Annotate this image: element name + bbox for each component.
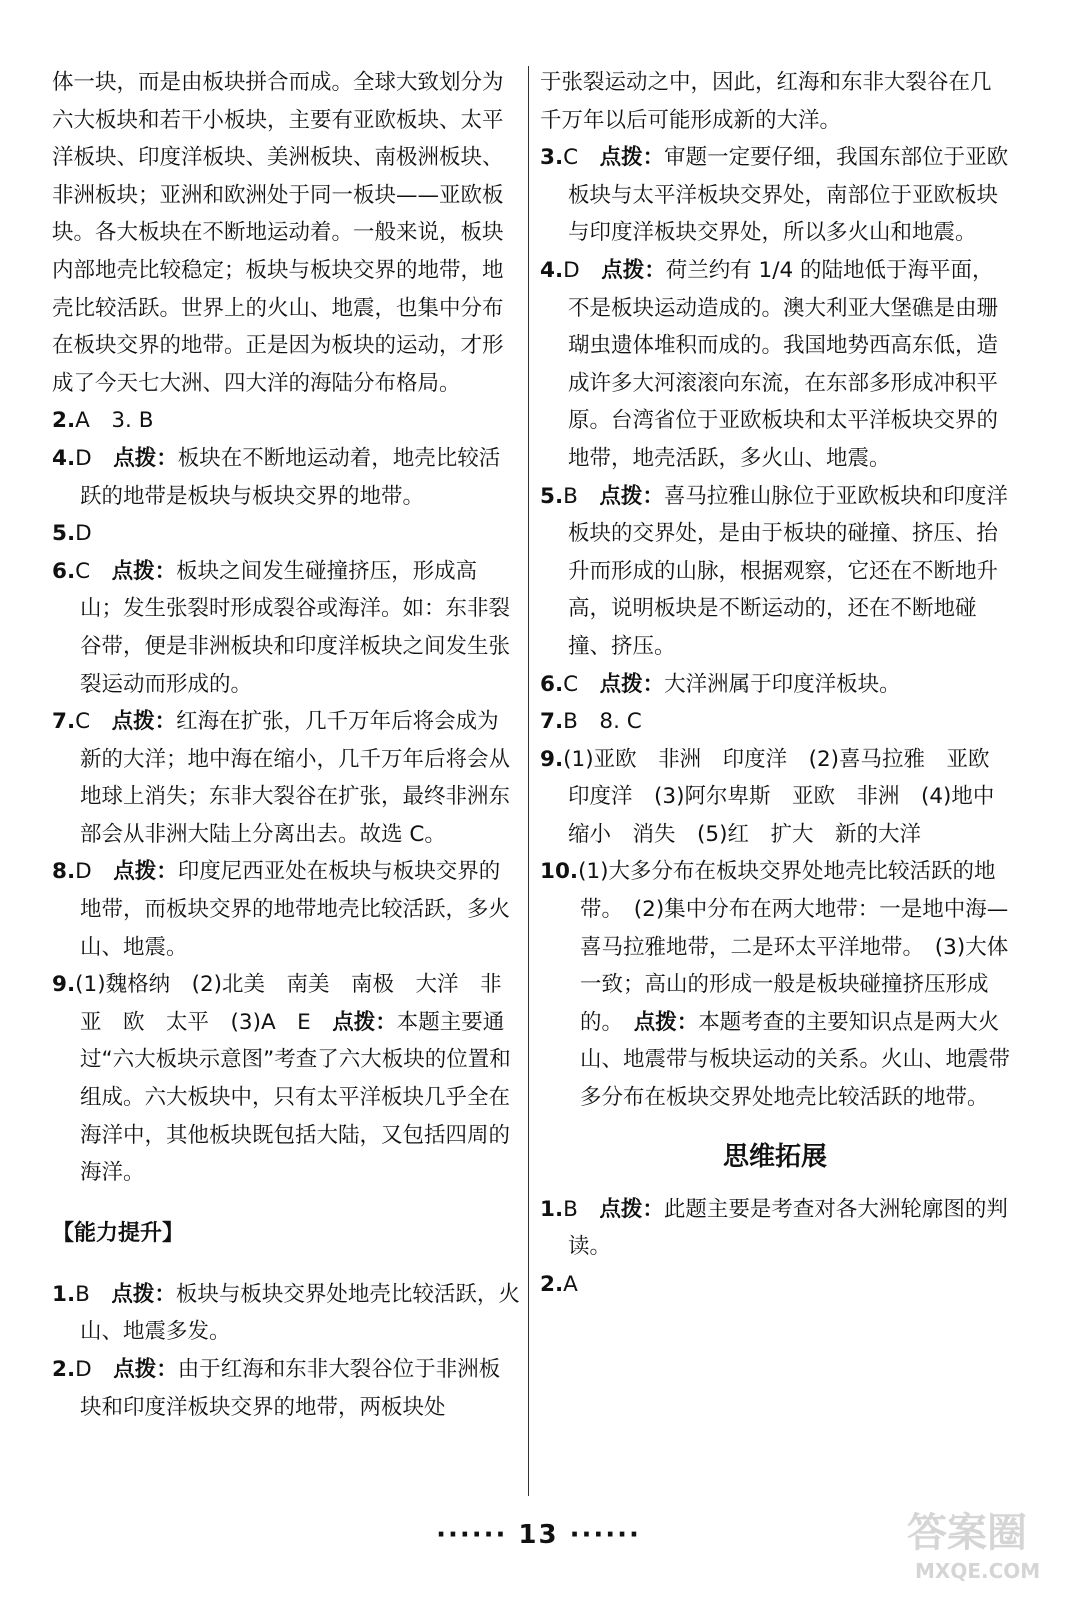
hint-text: 审题一定要仔细，我国东部位于亚欧板块与太平洋板块交界处，南部位于亚欧板块与印度洋板块交界处，所以多火山和地震。 [568, 145, 1009, 246]
hint-label: 点拨： [111, 1281, 176, 1307]
answer-number: 9. [540, 746, 564, 772]
hint-label: 点拨： [599, 1196, 664, 1222]
answer-number: 5. [540, 483, 564, 509]
right-column [540, 64, 1016, 1303]
answer-item [540, 478, 1010, 666]
answer-text: (1)亚欧 非洲 印度洋 (2)喜马拉雅 亚欧 印度洋 (3)阿尔卑斯 亚欧 非洲 (4)地中 缩小 消失 (5)红 扩大 新的大洋 [563, 746, 1016, 847]
watermark-logo [903, 1496, 1053, 1586]
answer-item [52, 853, 520, 966]
hint-text: 本题考查的主要知识点是两大火山、地震带与板块运动的关系。火山、地震带多分布在板块交界处地壳比较活跃的地带。 [580, 1009, 1011, 1111]
answer-item [540, 1266, 1010, 1304]
hint-label: 点拨： [113, 1357, 178, 1382]
hint-label: 点拨： [111, 558, 177, 584]
answer-number: 7. [540, 709, 564, 735]
hint-text: 本题主要通过“六大板块示意图”考查了六大板块的位置和组成。六大板块中，只有太平洋板块几乎全在海洋中，其他板块既包括大陆，又包括四周的海洋。 [80, 1009, 511, 1186]
answer-item [52, 1276, 520, 1351]
answer-number: 5. [52, 521, 76, 547]
hint-label: 点拨： [599, 145, 665, 171]
answer-number: 3. [540, 145, 564, 171]
section-heading: 【能力提升】 [52, 1220, 185, 1246]
answer-text: A [563, 1271, 578, 1297]
hint-label: 点拨： [601, 257, 666, 283]
continued-text: 于张裂运动之中，因此，红海和东非大裂谷在几千万年以后可能形成新的大洋。 [540, 70, 992, 133]
answer-text: B [563, 483, 600, 509]
answer-number: 7. [52, 709, 76, 735]
column-divider [528, 66, 529, 1496]
answer-text: D [75, 445, 114, 471]
hint-text: 此题主要是考查对各大洲轮廓图的判读。 [568, 1196, 1008, 1260]
answer-item [52, 553, 520, 703]
hint-label: 点拨： [599, 483, 664, 509]
hint-text: 大洋洲属于印度洋板块。 [664, 671, 901, 697]
hint-label: 点拨： [113, 859, 178, 885]
answer-text: A 3. B [75, 408, 154, 434]
hint-text: 板块之间发生碰撞挤压，形成高山；发生张裂时形成裂谷或海洋。如：东非裂谷带，便是非洲板块和印度洋板块之间发生张裂运动而形成的。 [80, 558, 511, 697]
hint-text: 红海在扩张，几千万年后将会成为新的大洋；地中海在缩小，几千万年后将会从地球上消失；东非大裂谷在扩张，最终非洲东部会从非洲大陆上分离出去。故选 C。 [80, 709, 511, 847]
page-number: ······ 13 ······ [436, 1520, 641, 1550]
answer-item [540, 741, 1016, 854]
answer-number: 6. [52, 558, 76, 584]
section-title: 思维拓展 [722, 1141, 827, 1172]
hint-text: 喜马拉雅山脉位于亚欧板块和印度洋板块的交界处，是由于板块的碰撞、挤压、抬升而形成的山脉，根据观察，它还在不断地升高，说明板块是不断运动的，还在不断地碰撞、挤压。 [568, 483, 1008, 659]
answer-item [540, 666, 1010, 704]
hint-text: 印度尼西亚处在板块与板块交界的地带，而板块交界的地带地壳比较活跃，多火山、地震。 [80, 859, 511, 960]
continued-text: 体一块，而是由板块拼合而成。全球大致划分为六大板块和若干小板块，主要有亚欧板块、太平洋板块、印度洋板块、美洲板块、南极洲板块、非洲板块；亚洲和欧洲处于同一板块——亚欧板块。各大板块在不断地运动着。一般来说，板块内部地壳比较稳定；板块与板块交界的地带，地壳比较活跃。世界上的火山、地震，也集中分布在板块交界的地带。正是因为板块的运动，才形成了今天七大洲、四大洋的海陆分布格局。 [52, 70, 504, 396]
answer-text: D [75, 859, 114, 885]
hint-text: 由于红海和东非大裂谷位于非洲板块和印度洋板块交界的地带，两板块处 [80, 1357, 501, 1420]
answer-text: (1)大多分布在板块交界处地壳比较活跃的地带。 (2)集中分布在两大地带：一是地中海—喜马拉雅地带，二是环太平洋地带。 (3)大体一致；高山的形成一般是板块碰撞挤压形成的。 [578, 859, 1009, 1035]
answer-item [52, 1351, 520, 1426]
hint-text: 板块在不断地运动着，地壳比较活跃的地带是板块与板块交界的地带。 [80, 445, 501, 509]
answer-number: 4. [540, 257, 564, 283]
answer-text: B [75, 1281, 112, 1307]
answer-item [52, 402, 520, 440]
answer-text: C [75, 558, 112, 584]
hint-label: 点拨： [113, 445, 178, 471]
answer-item [540, 1191, 1010, 1266]
answer-item [52, 515, 520, 553]
answer-text: C [75, 709, 112, 735]
answer-number: 8. [52, 859, 76, 885]
answer-number: 2. [52, 1357, 76, 1382]
answer-number: 2. [540, 1271, 564, 1297]
answer-number: 9. [52, 972, 76, 998]
answer-item [540, 853, 1010, 1116]
answer-number: 1. [52, 1281, 76, 1307]
answer-text: D [75, 521, 92, 547]
hint-label: 点拨： [111, 709, 177, 735]
answer-item [540, 703, 1010, 741]
answer-text: D [563, 257, 602, 283]
answer-item [540, 139, 1010, 252]
left-column [52, 64, 524, 1426]
answer-text: C [563, 145, 600, 171]
answer-number: 1. [540, 1196, 564, 1222]
answer-text: D [75, 1357, 114, 1382]
answer-item [52, 966, 524, 1192]
answer-text: (1)魏格纳 (2)北美 南美 南极 大洋 非 亚 欧 太平 (3)A E [75, 972, 524, 1035]
answer-item [52, 440, 520, 515]
watermark-url: MXQE.COM [915, 1559, 1041, 1583]
watermark-text: 答案圈 [907, 1510, 1027, 1556]
answer-item [52, 703, 520, 853]
answer-number: 10. [540, 859, 579, 885]
answer-number: 6. [540, 671, 564, 697]
answer-item [540, 252, 1010, 478]
hint-label: 点拨： [332, 1009, 397, 1035]
hint-label: 点拨： [599, 671, 665, 697]
answer-text: B [563, 1196, 600, 1222]
hint-label: 点拨： [633, 1009, 699, 1035]
answer-text: C [563, 671, 600, 697]
hint-text: 板块与板块交界处地壳比较活跃，火山、地震多发。 [80, 1281, 520, 1345]
hint-text: 荷兰约有 1/4 的陆地低于海平面，不是板块运动造成的。澳大利亚大堡礁是由珊瑚虫遗体堆积而成的。我国地势西高东低，造成许多大河滚滚向东流，在东部多形成冲积平原。台湾省位于亚欧板块和太平洋板块交界的地带，地壳活跃，多火山、地震。 [568, 257, 999, 471]
answer-number: 2. [52, 408, 76, 434]
answer-text: B 8. C [563, 709, 642, 735]
answer-number: 4. [52, 445, 76, 471]
